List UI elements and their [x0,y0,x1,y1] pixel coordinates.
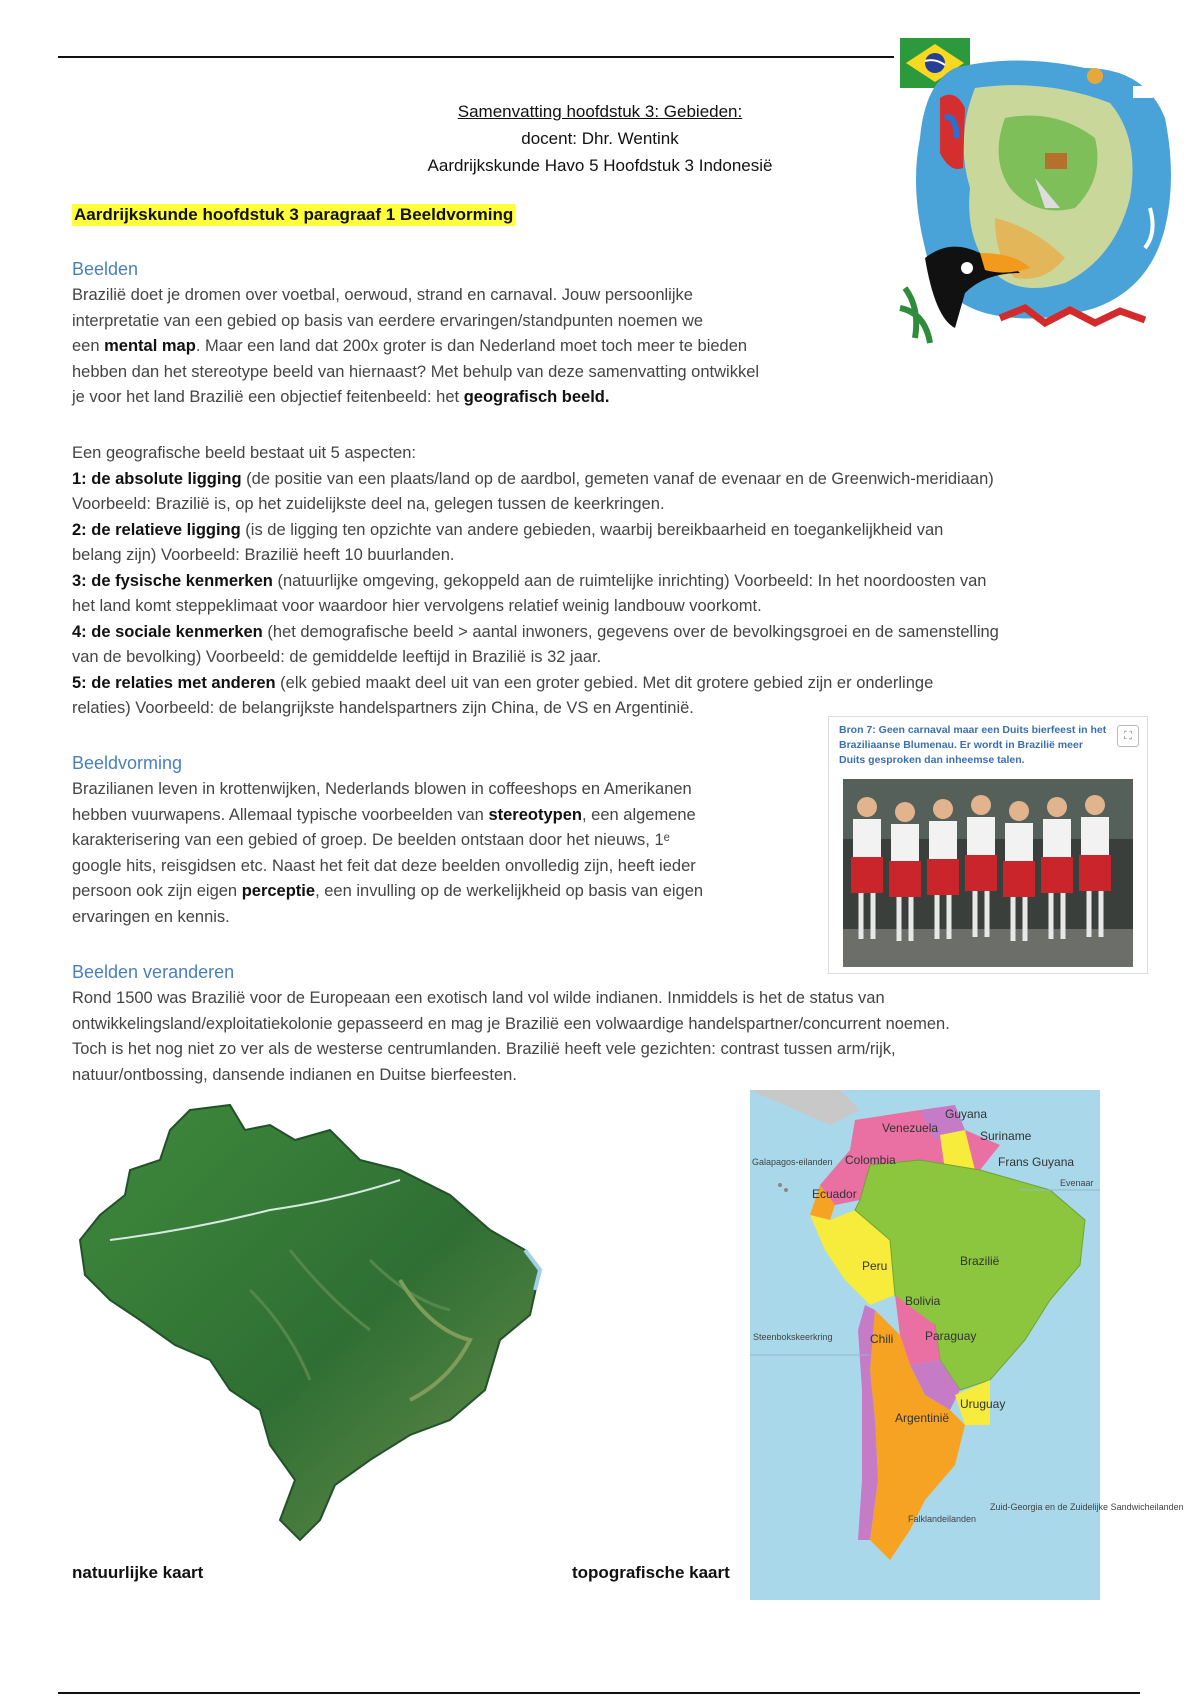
text-line: je voor het land Brazilië een objectief feitenbeeld: het geografisch beeld. [72,388,610,406]
aspect-item-example: het land komt steppeklimaat voor waardoor hier vervolgens relatief weinig landbouw voorkomt. [72,597,762,615]
text-line: natuur/ontbossing, dansende indianen en Duitse bierfeesten. [72,1065,517,1084]
section-highlight: Aardrijkskunde hoofdstuk 3 paragraaf 1 Beeldvorming [74,205,514,224]
label-bolivia: Bolivia [905,1294,941,1308]
aspect-item: 1: de absolute ligging (de positie van een plaats/land op de aardbol, gemeten vanaf de evenaar en de Greenwich-meridiaan) [72,469,994,488]
heading-beelden: Beelden [72,259,139,279]
label-galapagos: Galapagos-eilanden [752,1157,833,1167]
label-argentinie: Argentinië [895,1411,950,1425]
aspect-item: 4: de sociale kenmerken (het demografische beeld > aantal inwoners, gegevens over de bevolkingsgroei en de samenstelling [72,622,999,641]
label-ecuador: Ecuador [812,1187,857,1201]
label-chili: Chili [870,1332,894,1346]
text-line: Rond 1500 was Brazilië voor de Europeaan een exotisch land vol wilde indianen. Inmiddels is het de status van [72,989,885,1007]
aspect-item-example: relaties) Voorbeeld: de belangrijkste handelspartners zijn China, de VS en Argentinië. [72,699,694,717]
aspects-list [72,441,1152,722]
aspects-intro: Een geografische beeld bestaat uit 5 aspecten: [72,444,416,462]
label-frans-guyana: Frans Guyana [998,1155,1075,1169]
term-stereotypen: stereotypen [488,805,582,824]
label-suriname: Suriname [980,1129,1032,1143]
label-venezuela: Venezuela [882,1121,939,1135]
aspect-item-example: van de bevolking) Voorbeeld: de gemiddelde leeftijd in Brazilië is 32 jaar. [72,648,602,666]
aspect-item-example: belang zijn) Voorbeeld: Brazilië heeft 10 buurlanden. [72,546,455,564]
aspect-item: 2: de relatieve ligging (is de ligging ten opzichte van andere gebieden, waarbij bereikbaarheid en toegankelijkheid van [72,520,944,539]
label-colombia: Colombia [845,1153,896,1167]
paragraph-beelden [72,283,892,411]
aspect-item-example: Voorbeeld: Brazilië is, op het zuidelijkste deel na, gelegen tussen de keerkringen. [72,495,665,513]
label-paraguay: Paraguay [925,1329,977,1343]
label-uruguay: Uruguay [960,1397,1006,1411]
text-line: karakterisering van een gebied of groep. De beelden ontstaan door het nieuws, 1ᵉ [72,831,670,849]
paragraph-beeldvorming [72,777,812,930]
text-line: persoon ook zijn eigen perceptie, een invulling op de werkelijkheid op basis van eigen [72,882,704,900]
photo-card [828,716,1148,974]
heading-beeldvorming: Beeldvorming [72,753,183,773]
text-line: Brazilianen leven in krottenwijken, Nederlands blowen in coffeeshops en Amerikanen [72,780,692,798]
label-natuurlijke-kaart: natuurlijke kaart [72,1563,204,1582]
aspect-item: 3: de fysische kenmerken (natuurlijke omgeving, gekoppeld aan de ruimtelijke inrichting) Voorbeeld: In het noordoosten van [72,571,987,590]
label-guyana: Guyana [945,1107,988,1121]
bottom-rule [58,1692,1140,1694]
term-mental-map: mental map [104,337,196,355]
label-peru: Peru [862,1259,888,1273]
label-brazilie: Brazilië [960,1254,1000,1268]
text-line: ontwikkelingsland/exploitatiekolonie gepasseerd en mag je Brazilië een volwaardige handelspartner/concurrent noemen. [72,1014,950,1033]
teacher-line: docent: Dhr. Wentink [521,129,679,148]
top-rule [58,56,894,58]
expand-icon[interactable]: ⛶ [1117,725,1139,747]
text-line: interpretatie van een gebied op basis van eerdere ervaringen/standpunten noemen we [72,311,704,330]
course-line: Aardrijkskunde Havo 5 Hoofdstuk 3 Indonesië [427,156,773,175]
document-title-block [0,98,1200,179]
label-zuid-georgia: Zuid-Georgia en de Zuidelijke Sandwicheilanden [990,1502,1184,1512]
text-line: hebben dan het stereotype beeld van hiernaast? Met behulp van deze samenvatting ontwikkel [72,362,760,381]
paragraph-beelden-veranderen [72,986,1162,1088]
term-perceptie: perceptie [241,882,316,900]
text-line: Brazilië doet je dromen over voetbal, oerwoud, strand en carnaval. Jouw persoonlijke [72,286,693,304]
text-line: google hits, reisgidsen etc. Naast het feit dat deze beelden onvolledig zijn, heeft ieder [72,856,696,875]
text-line: Toch is het nog niet zo ver als de westerse centrumlanden. Brazilië heeft vele gezichten: contrast tussen arm/rijk, [72,1040,896,1058]
label-falklandeilanden: Falklandeilanden [908,1514,977,1524]
heading-beelden-veranderen: Beelden veranderen [72,962,235,982]
label-topografische-kaart: topografische kaart [572,1563,730,1582]
beerfest-photo [843,779,1133,967]
topographic-map-south-america-image [750,1090,1184,1600]
natural-relief-map-image [70,1100,550,1570]
photo-caption: Bron 7: Geen carnaval maar een Duits bierfeest in het Braziliaanse Blumenau. Er wordt in Brazilië meer Duits gesproken dan inheemse talen. [839,724,1107,766]
text-line: hebben vuurwapens. Allemaal typische voorbeelden van stereotypen, een algemene [72,805,696,824]
term-geografisch-beeld: geografisch beeld. [463,388,610,406]
text-line: ervaringen en kennis. [72,907,230,926]
label-evenaar: Evenaar [1060,1178,1094,1188]
text-line: een mental map. Maar een land dat 200x groter is dan Nederland moet toch meer te bieden [72,337,748,355]
document-title: Samenvatting hoofdstuk 3: Gebieden: [457,102,743,121]
aspect-item: 5: de relaties met anderen (elk gebied maakt deel uit van een groter gebied. Met dit grotere gebied zijn er onderlinge [72,673,934,692]
label-steenbokskeerkring: Steenbokskeerkring [753,1332,833,1342]
